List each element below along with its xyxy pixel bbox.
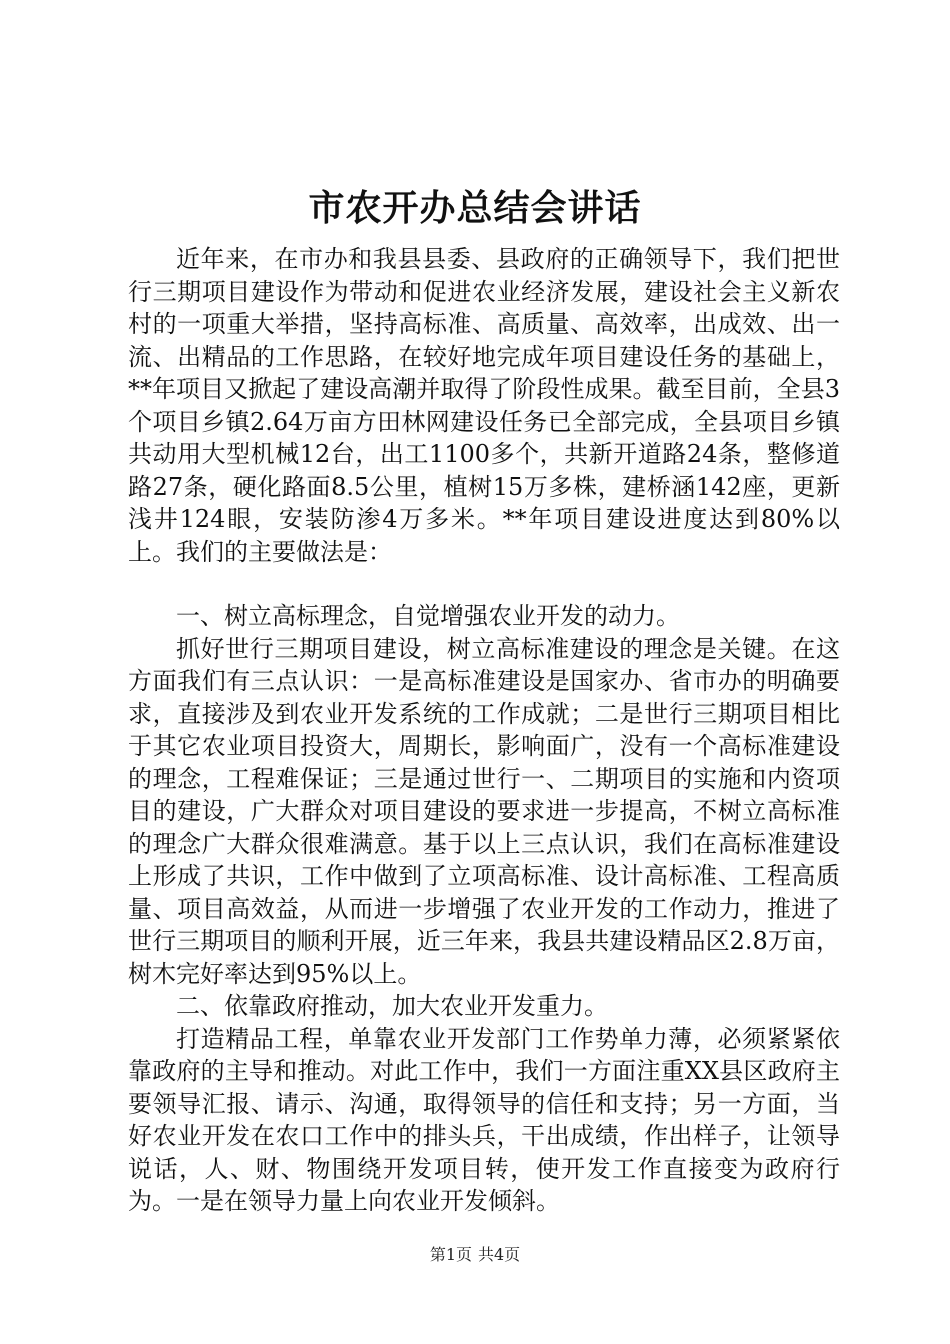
page-number: 第1页	[429, 1245, 472, 1264]
paragraph-section-2: 打造精品工程，单靠农业开发部门工作势单力薄，必须紧紧依靠政府的主导和推动。对此工作中，我们一方面注重XX县区政府主要领导汇报、请示、沟通，取得领导的信任和支持；另一方面，当好农业开发在农口工作中的排头兵，干出成绩，作出样子，让领导说话，人、财、物围绕开发项目转，使开发工作直接变为政府行为。一是在领导力量上向农业开发倾斜。	[128, 1024, 840, 1215]
section-heading-2: 二、依靠政府推动，加大农业开发重力。	[176, 992, 608, 1020]
document-body	[128, 243, 840, 1218]
page-footer	[0, 1245, 950, 1265]
document-title: 市农开办总结会讲话	[308, 187, 642, 229]
section-heading-1: 一、树立高标理念，自觉增强农业开发的动力。	[176, 602, 680, 630]
page-total: 共4页	[478, 1245, 521, 1264]
paragraph-intro: 近年来，在市办和我县县委、县政府的正确领导下，我们把世行三期项目建设作为带动和促进农业经济发展，建设社会主义新农村的一项重大举措，坚持高标准、高质量、高效率，出成效、出一流、出精品的工作思路，在较好地完成年项目建设任务的基础上，**年项目又掀起了建设高潮并取得了阶段性成果。截至目前，全县3个项目乡镇2.64万亩方田林网建设任务已全部完成，全县项目乡镇共动用大型机械12台，出工1100多个，共新开道路24条，整修道路27条，硬化路面8.5公里，植树15万多株，建桥涵142座，更新浅井124眼，安装防渗4万多米。**年项目建设进度达到80%以上。我们的主要做法是：	[128, 245, 840, 566]
paragraph-section-1: 抓好世行三期项目建设，树立高标准建设的理念是关键。在这方面我们有三点认识：一是高标准建设是国家办、省市办的明确要求，直接涉及到农业开发系统的工作成就；二是世行三期项目相比于其它农业项目投资大，周期长，影响面广，没有一个高标准建设的理念，工程难保证；三是通过世行一、二期项目的实施和内资项目的建设，广大群众对项目建设的要求进一步提高，不树立高标准的理念广大群众很难满意。基于以上三点认识，我们在高标准建设上形成了共识，工作中做到了立项高标准、设计高标准、工程高质量、项目高效益，从而进一步增强了农业开发的工作动力，推进了世行三期项目的顺利开展，近三年来，我县共建设精品区2.8万亩，树木完好率达到95%以上。	[128, 634, 840, 988]
